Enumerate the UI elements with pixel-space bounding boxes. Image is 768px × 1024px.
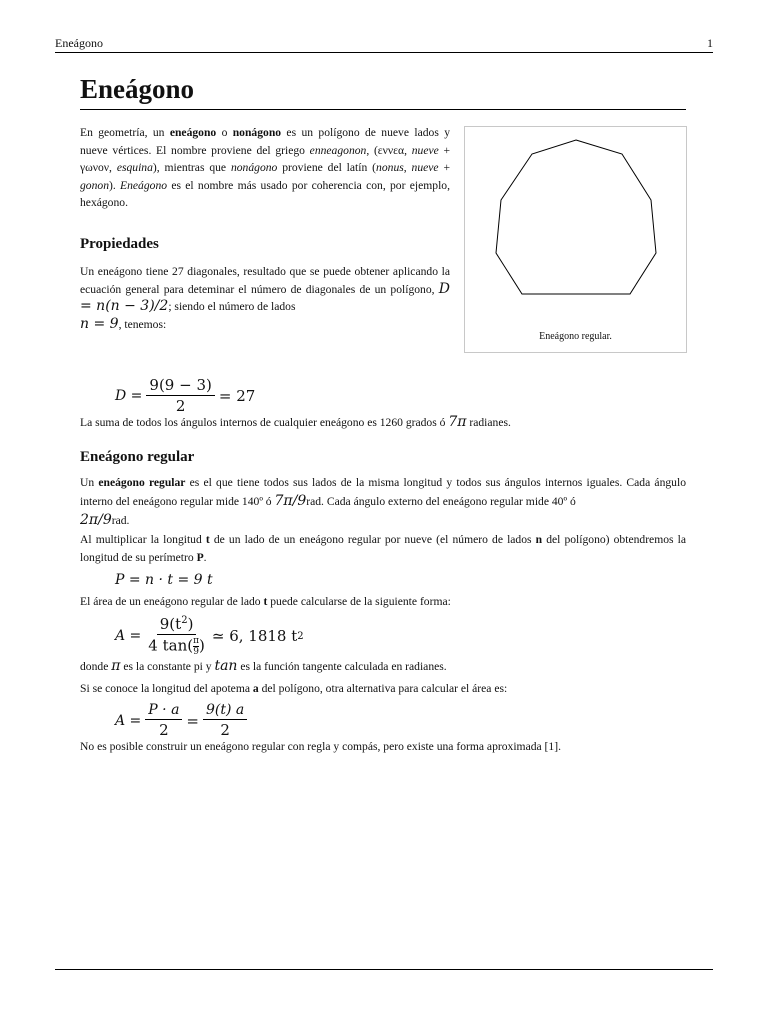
enneagon-shape	[496, 140, 656, 294]
apothem-area-formula: A = $\frac{P \cdot a}{2}$ = $\frac{9(t) a}{2}$	[115, 702, 251, 739]
regular-paragraph-2: Al multiplicar la longitud t de un lado de un eneágono regular por nueve (el número de lados n del polígono) obtendremos la longitud de su perímetro P.	[80, 533, 686, 564]
regular-paragraph-4: donde π es la constante pi y tan es la función tangente calculada en radianes.	[80, 658, 447, 674]
page-title: Eneágono	[80, 72, 686, 110]
running-header-title: Eneágono	[55, 36, 103, 50]
diagonals-result-formula: D = $\frac{9(9 - 3)}{2}$ = 27	[115, 376, 256, 415]
enneagon-image	[465, 127, 686, 332]
regular-paragraph-3: El área de un eneágono regular de lado t puede calcularse de la siguiente forma:	[80, 595, 451, 608]
figure-caption: Eneágono regular.	[539, 331, 612, 342]
area-formula: A = $9(t^2)$ 4 tan( $\frac{\pi}{9}$ ) ≃ 6, 1818 t 2	[115, 615, 304, 657]
running-header	[55, 34, 713, 53]
footer-rule	[55, 969, 713, 970]
internal-angle-sum-text: La suma de todos los ángulos internos de cualquier eneágono es 1260 grados ó 7π radianes.	[80, 414, 511, 430]
page-number: 1	[707, 36, 713, 50]
diagonals-formula: D = n(n − 3)/2	[80, 280, 450, 314]
enneagon-figure	[464, 126, 687, 353]
regular-paragraph-5: Si se conoce la longitud del apotema a del polígono, otra alternativa para calcular el área es:	[80, 682, 508, 695]
intro-paragraph: En geometría, un eneágono o nonágono es un polígono de nueve lados y nueve vértices. El nombre proviene del griego enneagonon, (εννεα, nueve + γωνον, esquina), mientras que nonágono proviene del latín (nonus, nueve + gonon). Eneágono es el nombre más usado por coherencia con, por ejemplo, hexágono.	[80, 126, 451, 209]
perimeter-formula: P = n · t = 9 t	[115, 572, 213, 588]
regular-paragraph-6: No es posible construir un eneágono regular con regla y compás, pero existe una forma aproximada [1].	[80, 740, 561, 753]
sides-formula: n = 9	[80, 315, 119, 332]
section-heading-eneagono-regular: Eneágono regular	[80, 449, 195, 465]
regular-paragraph-1: Un eneágono regular es el que tiene todos sus lados de la misma longitud y todos sus ángulos internos iguales. Cada ángulo interno del eneágono regular mide 140º ó 7π/9rad. Cada ángulo externo del eneágono regular mide 40º ó 2π/9rad.	[80, 476, 686, 528]
section-heading-propiedades: Propiedades	[80, 236, 159, 252]
propiedades-paragraph: Un eneágono tiene 27 diagonales, resultado que se puede obtener aplicando la ecuación general para deteminar el número de diagonales de un polígono, D = n(n − 3)/2; siendo el número de lados n = 9, tenemos:	[80, 265, 450, 332]
